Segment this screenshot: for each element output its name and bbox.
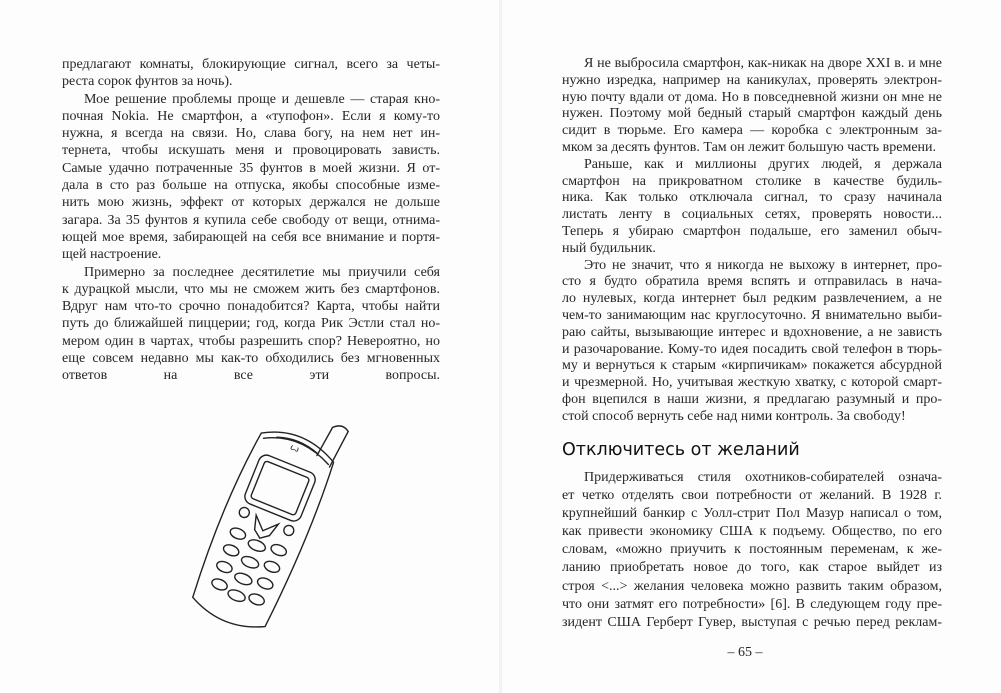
- text-line: смартфон на прикроватном столике в качестве будиль-: [562, 173, 942, 189]
- text-line: щей настроение.: [62, 247, 162, 263]
- keypad: [207, 526, 288, 612]
- text-line: словам, «можно приучить к постоянным переменам, к же-: [562, 542, 942, 558]
- text-line: Мое решение проблемы проще и дешевле — старая кно-: [84, 91, 440, 107]
- text-line: му и вернуться к старым «кирпичикам» покажется абсурдной: [562, 358, 942, 374]
- text-line: листать ленту в социальных сетях, проверять новости...: [562, 207, 942, 223]
- text-line: мком за десять фунтов. Там он лежит большую часть времени.: [562, 139, 937, 155]
- text-line: почная Nokia. Не смартфон, а «тупофон». Если я кому-то: [62, 108, 440, 124]
- book-gutter: [499, 0, 502, 693]
- mobile-phone-illustration: [165, 400, 355, 670]
- paragraph: [562, 258, 942, 426]
- text-line: тернета, чтобы искушать меня и провоцировать зависть.: [62, 143, 440, 159]
- text-line: стой способ вернуть себе над ними контроль. За свободу!: [562, 408, 906, 424]
- text-line: Самые удачно потраченные 35 фунтов в моей жизни. Я от-: [62, 160, 440, 176]
- text-line: и разочарование. Кому-то идея посадить свой телефон в тюрь-: [562, 341, 942, 357]
- text-line: как привести экономику США к подъему. Общество, по его: [562, 524, 942, 540]
- text-line: строя <...> желания человека можно развить таким образом,: [562, 578, 942, 594]
- paragraph: [562, 469, 942, 632]
- left-page-body: [62, 56, 440, 385]
- paragraph: [562, 56, 942, 157]
- text-line: что они затмят его потребности» [6]. В следующем году пре-: [562, 596, 942, 612]
- text-line: нужна, я всегда на связи. Но, слава богу, на нем нет ин-: [62, 126, 440, 142]
- text-line: и чрезмерной. Но, учитывая жесткую хватку, с которой смарт-: [562, 375, 942, 391]
- text-line: Я не выбросила смартфон, как-никак на дворе XXI в. и мне: [584, 56, 942, 71]
- text-line: Придерживаться стиля охотников-собирателей означа-: [584, 470, 942, 485]
- text-line: ный будильник.: [562, 240, 656, 256]
- text-line: ющей мое время, забирающей на себя все внимание и портя-: [62, 229, 440, 245]
- text-line: ет четко отделять свои потребности от желаний. В 1928 г.: [562, 488, 942, 504]
- section-body: [562, 469, 942, 632]
- antenna: [315, 422, 349, 469]
- text-line: ответов на все эти вопросы.: [62, 368, 440, 384]
- paragraph: [62, 264, 440, 385]
- text-line: Это не значит, что я никогда не выхожу в интернет, про-: [584, 257, 942, 273]
- text-line: нужен. Поэтому мой бедный старый смартфон каждый день: [562, 106, 942, 122]
- text-line: реста сорок фунтов за ночь).: [62, 74, 233, 90]
- text-line: ную почту вдали от дома. Но в повседневной жизни он мне не: [562, 89, 942, 105]
- page-number: – 65 –: [727, 645, 763, 660]
- text-line: загара. За 35 фунтов я купила себе свободу от вещи, отнима-: [62, 212, 440, 228]
- text-line: раю сайты, вызывающие интерес и вдохновение, а не зависть: [562, 324, 942, 340]
- text-line: предлагают комнаты, блокирующие сигнал, всего за четы-: [62, 57, 440, 72]
- nav-key: [249, 515, 279, 543]
- text-line: сто я будто обратила время вспять и отправилась в нача-: [562, 274, 942, 290]
- text-line: зидент США Герберт Гувер, выступая с речью перед реклам-: [562, 614, 942, 630]
- text-line: путь до ближайшей пиццерии; год, когда Рик Эстли стал но-: [62, 316, 440, 332]
- text-line: мером один в чартах, чтобы разрешить спор? Невероятно, но: [62, 333, 440, 349]
- text-line: нужно изредка, например на каникулах, проверять электрон-: [562, 72, 942, 88]
- text-line: чем-то занимающим нас круглосуточно. Я внимательно выби-: [562, 307, 942, 323]
- text-line: дала в сто раз больше на отпуска, якобы способные изме-: [62, 178, 440, 194]
- text-line: к дурацкой мысли, что мы не сможем жить без смартфонов.: [62, 281, 440, 297]
- svg-text:ꙍ: ꙍ: [288, 441, 302, 455]
- paragraph: [562, 157, 942, 258]
- text-line: нить мою жизнь, эффект от которых держался не дольше: [62, 195, 440, 211]
- text-line: крупнейший банкир с Уолл-стрит Пол Мазур написал о том,: [562, 506, 942, 522]
- text-line: ника. Как только отключала сигнал, то сразу начинала: [562, 190, 942, 206]
- text-line: Раньше, как и миллионы других людей, я держала: [584, 156, 942, 172]
- text-line: ланию приобретать новое до того, как старое выйдет из: [562, 560, 942, 576]
- paragraph: [62, 91, 440, 264]
- right-page-body: [562, 56, 942, 426]
- text-line: Вдруг нам что-то срочно понадобится? Карта, чтобы найти: [62, 299, 440, 315]
- text-line: сидит в тюрьме. Его камера — коробка с электронным за-: [562, 123, 942, 139]
- text-line: фон вцепился в наши жизни, я предлагаю разумный и про-: [562, 391, 942, 407]
- text-line: Примерно за последнее десятилетие мы приучили себя: [84, 264, 440, 280]
- text-line: ло нулевых, когда интернет был редким развлечением, а не: [562, 291, 942, 307]
- text-line: еще совсем недавно мы как-то обходились без мгновенных: [62, 351, 440, 367]
- section-heading: Отключитесь от желаний: [562, 440, 800, 460]
- text-line: Теперь я убираю смартфон подальше, его заменил обыч-: [562, 223, 942, 239]
- paragraph: [62, 56, 440, 91]
